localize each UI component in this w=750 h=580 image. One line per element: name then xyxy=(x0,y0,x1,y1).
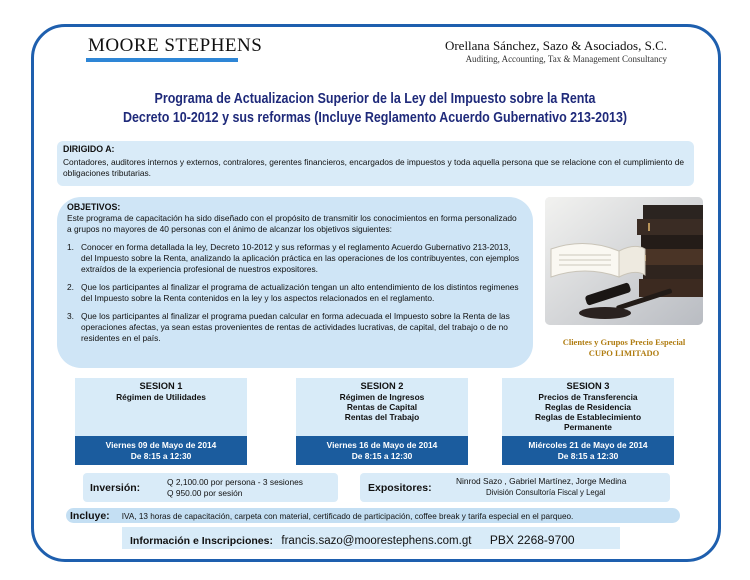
session-name: SESION 3 xyxy=(566,381,610,391)
contact-panel xyxy=(122,527,620,549)
session-date-band xyxy=(75,436,247,465)
session-date-band xyxy=(502,436,674,465)
session-topic: Régimen de Utilidades xyxy=(116,392,206,402)
speakers-division: División Consultoría Fiscal y Legal xyxy=(486,488,606,497)
session-topics xyxy=(75,392,247,402)
moore-stephens-logo: MOORE STEPHENS xyxy=(88,35,263,56)
objective-number: 2. xyxy=(67,282,74,292)
contact-phone[interactable]: PBX 2268-9700 xyxy=(489,533,575,547)
session-topic: Reglas de Residencia xyxy=(544,402,632,412)
logo-underline xyxy=(86,58,238,62)
session-name: SESION 1 xyxy=(139,381,183,391)
objectives-panel xyxy=(57,197,533,368)
objective-item xyxy=(67,282,523,304)
session-name: SESION 2 xyxy=(360,381,404,391)
special-price-line: Clientes y Grupos Precio Especial xyxy=(562,337,686,347)
includes-label: Incluye: xyxy=(70,510,110,522)
objective-item xyxy=(67,311,523,344)
investment-session-price: Q 950.00 por sesión xyxy=(167,488,243,498)
session-topics xyxy=(296,392,468,422)
investment-label: Inversión: xyxy=(90,482,141,494)
firm-logo xyxy=(445,38,667,64)
session-time: De 8:15 a 12:30 xyxy=(351,450,413,461)
objectives-heading: OBJETIVOS: xyxy=(67,202,121,212)
target-audience-text: Contadores, auditores internos y externos, contralores, gerentes financieros, encargados de impuestos y toda aquella persona que se relacione con el cumplimiento de obligaciones tributarias. xyxy=(63,157,685,178)
speakers-names: Ninrod Sazo , Gabriel Martínez, Jorge Medina xyxy=(456,476,627,486)
title-line-1: Programa de Actualizacion Superior de la Ley del Impuesto sobre la Renta xyxy=(154,91,596,107)
session-topic: Régimen de Ingresos xyxy=(339,392,425,402)
target-audience-panel xyxy=(57,141,694,186)
session-time: De 8:15 a 12:30 xyxy=(130,450,192,461)
session-topic: Rentas de Capital xyxy=(346,402,418,412)
objective-item xyxy=(67,242,523,275)
includes-text: IVA, 13 horas de capacitación, carpeta con material, certificado de participación, coffee break y tarifa especial en el parqueo. xyxy=(121,512,574,521)
firm-tagline: Auditing, Accounting, Tax & Management Consultancy xyxy=(465,54,667,64)
objective-text: Que los participantes al finalizar el programa puedan calcular en forma adecuada el Impuesto sobre la Renta de las operaciones afectas, ya sean estas provenientes de rentas de actividades lucrativas, de capital, del trabajo o de no residentes en el país. xyxy=(81,311,510,343)
session-date: Viernes 16 de Mayo de 2014 xyxy=(326,440,438,450)
session-card-3 xyxy=(502,378,674,465)
speakers-panel xyxy=(360,473,670,502)
session-date: Miércoles 21 de Mayo de 2014 xyxy=(528,440,648,450)
investment-full-price: Q 2,100.00 por persona - 3 sesiones xyxy=(167,477,303,487)
objective-number: 3. xyxy=(67,311,74,321)
target-audience-heading: DIRIGIDO A: xyxy=(63,144,115,154)
session-topic: Rentas del Trabajo xyxy=(344,412,420,422)
session-date: Viernes 09 de Mayo de 2014 xyxy=(105,440,217,450)
session-card-2 xyxy=(296,378,468,465)
books-gavel-photo xyxy=(545,197,703,325)
session-topic: Precios de Transferencia xyxy=(538,392,638,402)
session-time: De 8:15 a 12:30 xyxy=(557,450,619,461)
objectives-intro: Este programa de capacitación ha sido diseñado con el propósito de transmitir los conocimientos en forma personalizado a grupos no mayores de 40 personas con el ánimo de alcanzar los objetivos siguientes: xyxy=(67,213,517,234)
contact-label: Información e Inscripciones: xyxy=(130,535,273,547)
books-gavel-illustration xyxy=(545,197,703,325)
objective-number: 1. xyxy=(67,242,74,252)
session-topics xyxy=(502,392,674,432)
includes-panel xyxy=(66,508,680,523)
contact-email[interactable]: francis.sazo@moorestephens.com.gt xyxy=(281,535,472,547)
objective-text: Conocer en forma detallada la ley, Decreto 10-2012 y sus reformas y el reglamento Acuerdo Gubernativo 213-2013, del Impuesto sobre la Renta, analizando la aplicación práctica en las operaciones de los contribuyentes, con ejemplos extraídos de la experiencia profesional de nuestros expositores. xyxy=(81,242,520,274)
session-topic: Permanente xyxy=(564,422,612,432)
special-price-note xyxy=(545,337,703,359)
session-topic: Reglas de Establecimiento xyxy=(534,412,642,422)
session-card-1 xyxy=(75,378,247,465)
investment-panel xyxy=(83,473,338,502)
objective-text: Que los participantes al finalizar el programa de actualización tengan un alto entendimiento de los distintos regimenes del Impuesto sobre la Renta contenidos en la ley y los aspectos relacionados en el reglamento. xyxy=(81,282,519,303)
limited-spots-line: CUPO LIMITADO xyxy=(588,348,660,358)
program-title xyxy=(104,90,646,128)
firm-name: Orellana Sánchez, Sazo & Asociados, S.C. xyxy=(444,38,667,53)
speakers-label: Expositores: xyxy=(368,482,432,494)
title-line-2: Decreto 10-2012 y sus reformas (Incluye Reglamento Acuerdo Gubernativo 213-2013) xyxy=(122,110,628,126)
session-date-band xyxy=(296,436,468,465)
